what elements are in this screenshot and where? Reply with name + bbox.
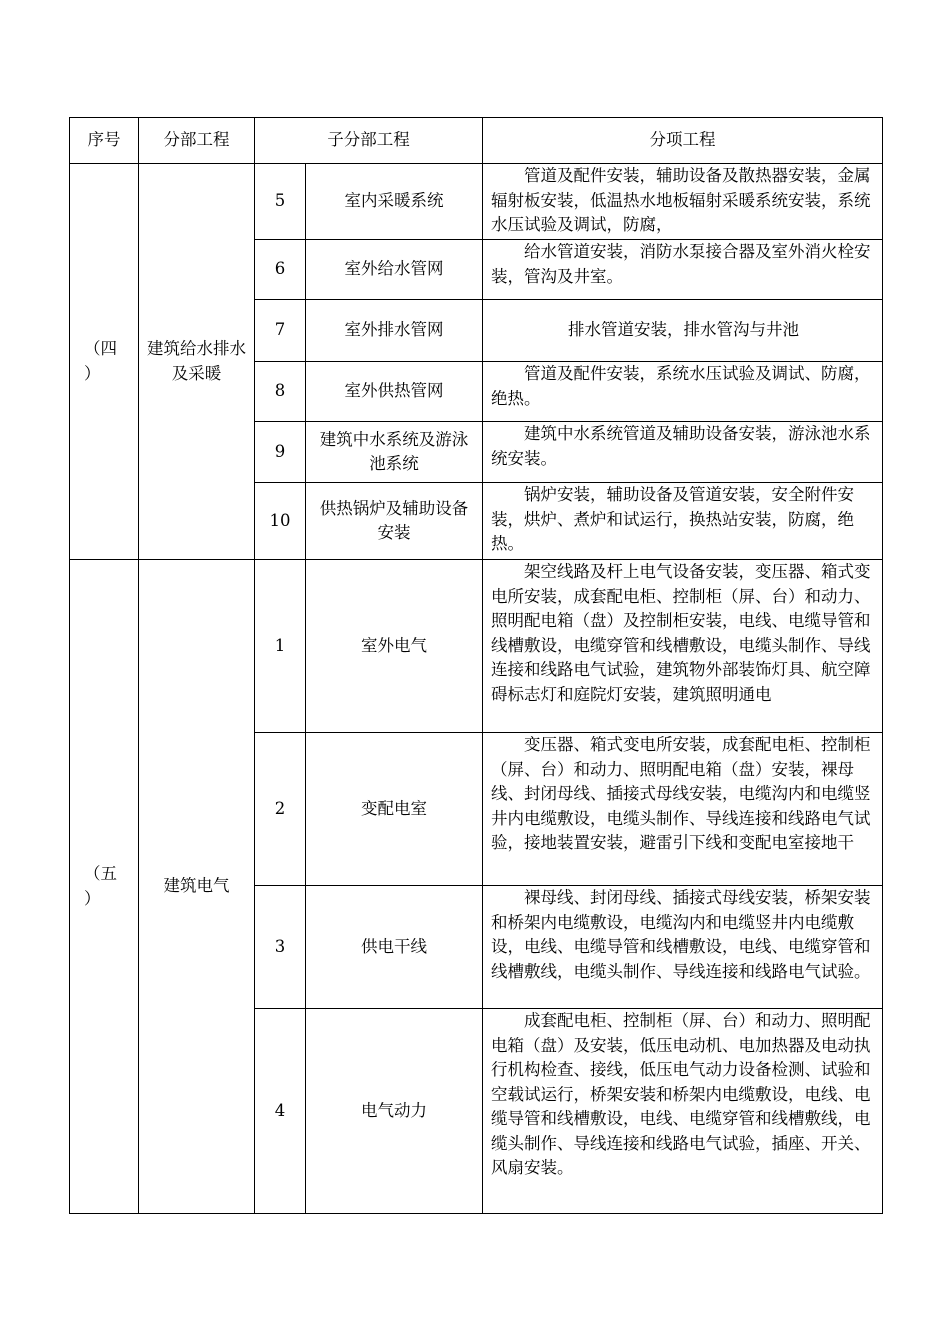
sub-items-text: 裸母线、封闭母线、插接式母线安装，桥架安装和桥架内电缆敷设，电缆沟内和电缆竖井内电缆敷设，电线、电缆导管和线槽敷设，电线、电缆穿管和线槽敷线，电缆头制作、导线连接和线路电气试验。 — [491, 888, 871, 981]
group-division: 建筑电气 — [139, 560, 255, 1214]
sub-no: 4 — [255, 1009, 306, 1214]
sub-items — [483, 886, 883, 1009]
group-seq: （四 ） — [70, 164, 139, 560]
sub-items-text: 锅炉安装，辅助设备及管道安装，安全附件安装，烘炉、煮炉和试运行，换热站安装，防腐，绝热。 — [491, 485, 854, 553]
sub-no: 9 — [255, 422, 306, 483]
sub-items-text: 架空线路及杆上电气设备安装，变压器、箱式变电所安装，成套配电柜、控制柜（屏、台）和动力、照明配电箱（盘）及控制柜安装，电线、电缆导管和线槽敷设，电缆穿管和线槽敷设，电缆头制作、导线连接和线路电气试验，建筑物外部装饰灯具、航空障碍标志灯和庭院灯安装，建筑照明通电 — [491, 562, 871, 704]
sub-no: 8 — [255, 362, 306, 422]
sub-name: 变配电室 — [306, 733, 483, 886]
sub-items-text: 建筑中水系统管道及辅助设备安装，游泳池水系统安装。 — [491, 424, 871, 468]
sub-items — [483, 362, 883, 422]
sub-no: 10 — [255, 483, 306, 560]
sub-no: 2 — [255, 733, 306, 886]
group-seq: （五 ） — [70, 560, 139, 1214]
sub-no: 3 — [255, 886, 306, 1009]
sub-no: 7 — [255, 300, 306, 362]
header-items: 分项工程 — [483, 118, 883, 164]
header-subdivision: 子分部工程 — [255, 118, 483, 164]
table-row — [70, 560, 883, 733]
table-row — [70, 164, 883, 240]
sub-items — [483, 1009, 883, 1214]
sub-items-text: 变压器、箱式变电所安装，成套配电柜、控制柜（屏、台）和动力、照明配电箱（盘）安装，裸母线、封闭母线、插接式母线安装，电缆沟内和电缆竖井内电缆敷设，电缆头制作、导线连接和线路电气试验，接地装置安装，避雷引下线和变配电室接地干 — [491, 735, 871, 852]
engineering-division-table — [69, 117, 883, 1214]
sub-items-text: 管道及配件安装，辅助设备及散热器安装，金属辐射板安装，低温热水地板辐射采暖系统安装，系统水压试验及调试，防腐， — [491, 166, 871, 234]
group-division: 建筑给水排水及采暖 — [139, 164, 255, 560]
sub-name: 电气动力 — [306, 1009, 483, 1214]
sub-name: 室内采暖系统 — [306, 164, 483, 240]
sub-items — [483, 733, 883, 886]
sub-items — [483, 300, 883, 362]
header-division: 分部工程 — [139, 118, 255, 164]
sub-name: 室外供热管网 — [306, 362, 483, 422]
sub-name: 室外排水管网 — [306, 300, 483, 362]
sub-items — [483, 422, 883, 483]
sub-items — [483, 164, 883, 240]
sub-items — [483, 483, 883, 560]
sub-no: 1 — [255, 560, 306, 733]
sub-items-text: 成套配电柜、控制柜（屏、台）和动力、照明配电箱（盘）及安装，低压电动机、电加热器及电动执行机构检查、接线，低压电气动力设备检测、试验和空载试运行，桥架安装和桥架内电缆敷设，电线、电缆导管和线槽敷设，电线、电缆穿管和线槽敷线，电缆头制作、导线连接和线路电气试验，插座、开关、风扇安装。 — [491, 1011, 871, 1177]
sub-no: 5 — [255, 164, 306, 240]
sub-name: 建筑中水系统及游泳池系统 — [306, 422, 483, 483]
sub-items-text: 排水管道安装，排水管沟与井池 — [568, 320, 799, 340]
sub-no: 6 — [255, 240, 306, 300]
sub-items-text: 管道及配件安装，系统水压试验及调试、防腐，绝热。 — [491, 364, 871, 408]
sub-items-text: 给水管道安装，消防水泵接合器及室外消火栓安装，管沟及井室。 — [491, 242, 871, 286]
sub-name: 供热锅炉及辅助设备安装 — [306, 483, 483, 560]
table-header-row — [70, 118, 883, 164]
sub-name: 供电干线 — [306, 886, 483, 1009]
sub-name: 室外电气 — [306, 560, 483, 733]
header-seq: 序号 — [70, 118, 139, 164]
sub-items — [483, 240, 883, 300]
sub-items — [483, 560, 883, 733]
sub-name: 室外给水管网 — [306, 240, 483, 300]
